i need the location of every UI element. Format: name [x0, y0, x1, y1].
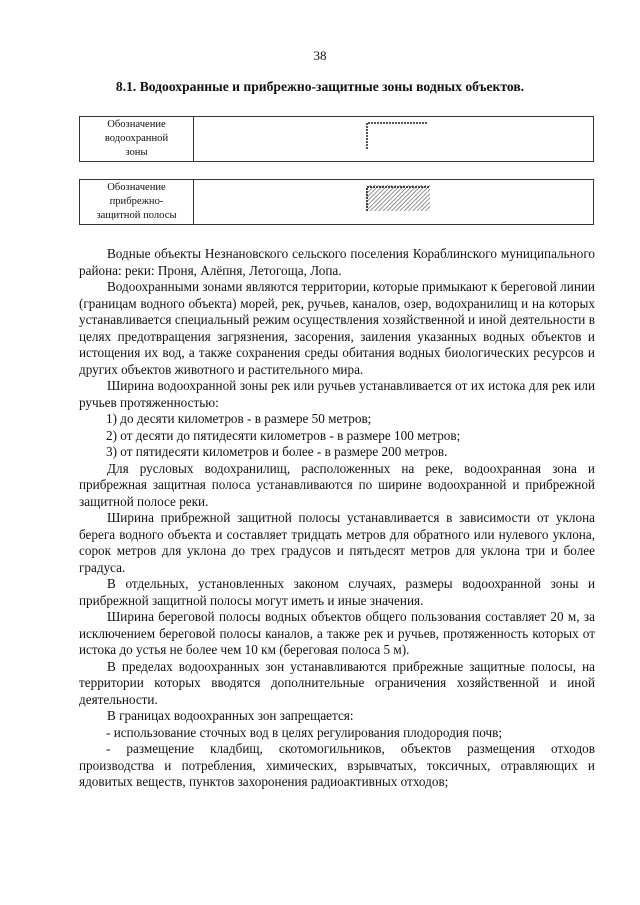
- list-item: 3) от пятидесяти километров и более - в размере 200 метров.: [106, 444, 448, 459]
- paragraph: Ширина береговой полосы водных объектов общего пользования составляет 20 м, за исключением береговой полосы каналов, а также рек и ручьев, протяженность которых от истока до устья не более чем 10 км (береговая полоса 5 м).: [79, 609, 595, 657]
- legend-swatch: [194, 117, 593, 161]
- list-item: 1) до десяти километров - в размере 50 метров;: [106, 411, 372, 426]
- water-protection-zone-boundary-icon: [366, 121, 430, 149]
- paragraph: В пределах водоохранных зон устанавливаются прибрежные защитные полосы, на территории которых вводятся дополнительные ограничения хозяйственной и иной деятельности.: [79, 658, 595, 707]
- paragraph: Для русловых водохранилищ, расположенных на реке, водоохранная зона и прибрежная защитная полоса устанавливаются по ширине водоохранной и прибрежной защитной полосе реки.: [79, 460, 595, 509]
- legend-label-line: водоохранной: [104, 133, 169, 144]
- coastal-strip-hatch-icon: [366, 185, 430, 211]
- legend-label-line: защитной полосы: [96, 210, 177, 221]
- list-item: 2) от десяти до пятидесяти километров - в размере 100 метров;: [106, 427, 461, 443]
- body-text: [79, 246, 595, 791]
- legend-label: [80, 180, 194, 224]
- legend-swatch: [194, 180, 593, 224]
- list-item: - использование сточных вод в целях регулирования плодородия почв;: [106, 724, 503, 740]
- paragraph: Водные объекты Незнановского сельского поселения Кораблинского муниципального района: реки: Проня, Алёпня, Летогоща, Лопа.: [79, 246, 595, 278]
- section-title: 8.1. Водоохранные и прибрежно-защитные зоны водных объектов.: [115, 79, 525, 94]
- legend-label-line: Обозначение: [107, 182, 166, 193]
- legend-coastal-protective-strip: [79, 179, 594, 225]
- paragraph: В отдельных, установленных законом случаях, размеры водоохранной зоны и прибрежной защитной полосы могут иметь и иные значения.: [79, 576, 595, 608]
- legend-label-line: зоны: [125, 147, 148, 158]
- legend-label: [80, 117, 194, 161]
- paragraph: В границах водоохранных зон запрещается:: [107, 708, 354, 723]
- page-number: 38: [313, 48, 327, 63]
- paragraph: Ширина водоохранной зоны рек или ручьев устанавливается от их истока для рек или ручьев протяженностью:: [79, 378, 595, 410]
- list-item: - размещение кладбищ, скотомогильников, объектов размещения отходов производства и потребления, химических, взрывчатых, токсичных, отравляющих и ядовитых веществ, пунктов захоронения радиоактивных отходов;: [79, 741, 595, 789]
- legend-label-line: Обозначение: [107, 119, 166, 130]
- legend-label-line: прибрежно-: [109, 196, 164, 207]
- legend-water-protection-zone: [79, 116, 594, 162]
- paragraph: Водоохранными зонами являются территории, которые примыкают к береговой линии (границам водного объекта) морей, рек, ручьев, каналов, озер, водохранилищ и на которых устанавливается специальный режим осуществления хозяйственной и иной деятельности в целях предотвращения загрязнения, засорения, заиления указанных водных объектов и истощения их вод, а также сохранения среды обитания водных биологических ресурсов и других объектов животного и растительного мира.: [79, 279, 595, 377]
- paragraph: Ширина прибрежной защитной полосы устанавливается в зависимости от уклона берега водного объекта и составляет тридцать метров для обратного или нулевого уклона, сорок метров для уклона до трех градусов и пятьдесят метров для уклона три и более градуса.: [79, 510, 595, 575]
